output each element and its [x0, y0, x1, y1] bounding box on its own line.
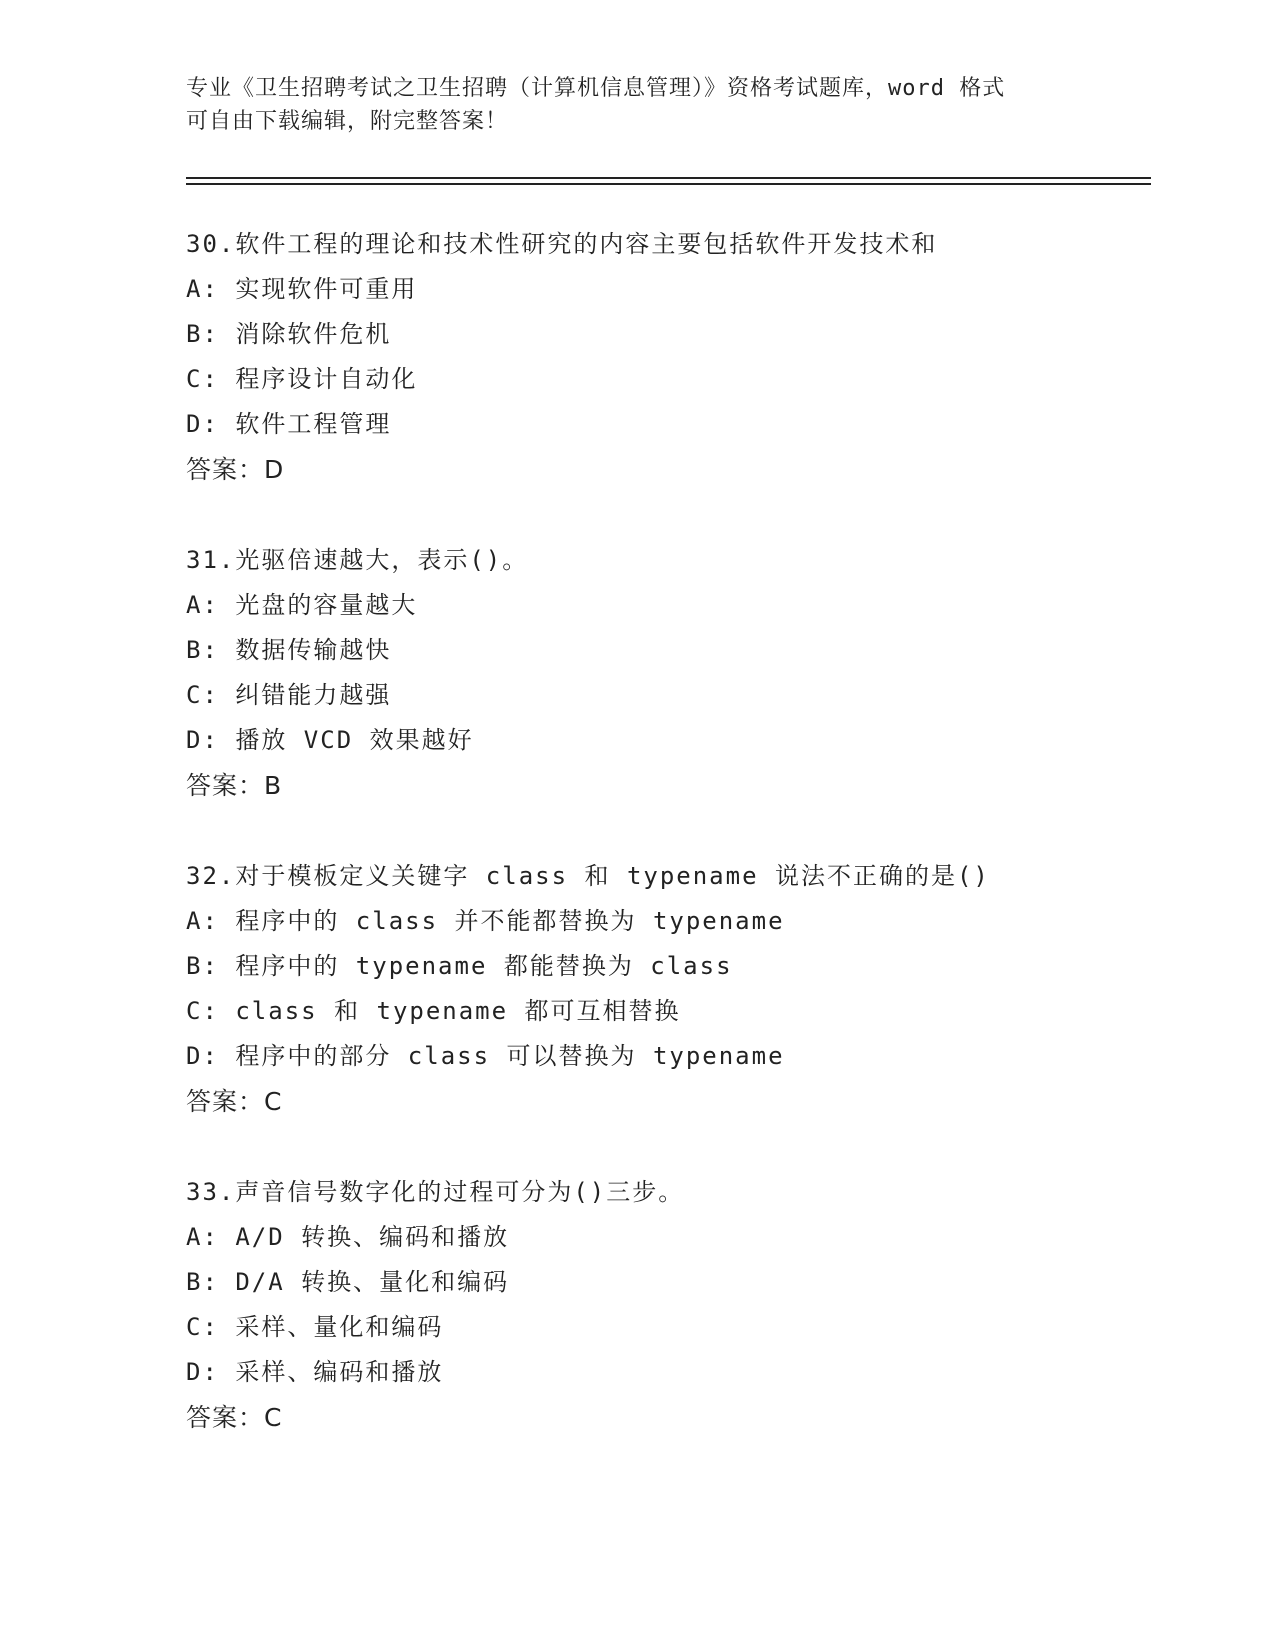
question-stem: 30.软件工程的理论和技术性研究的内容主要包括软件开发技术和 [186, 230, 938, 258]
option-d: D: 软件工程管理 [186, 410, 392, 438]
option-d: D: 采样、编码和播放 [186, 1358, 444, 1386]
answer: 答案：C [186, 1403, 283, 1432]
question-32 [186, 854, 1126, 1124]
header-line-1: 专业《卫生招聘考试之卫生招聘（计算机信息管理）》资格考试题库，word 格式 [186, 76, 1006, 101]
question-33 [186, 1170, 1126, 1440]
option-a: A: 光盘的容量越大 [186, 591, 418, 619]
option-a: A: 程序中的 class 并不能都替换为 typename [186, 907, 785, 935]
header-divider-top [186, 177, 1151, 179]
question-31 [186, 538, 1126, 808]
question-stem: 31.光驱倍速越大，表示()。 [186, 546, 529, 574]
answer: 答案：D [186, 455, 285, 484]
option-b: B: 数据传输越快 [186, 636, 392, 664]
option-b: B: 程序中的 typename 都能替换为 class [186, 952, 733, 980]
option-c: C: 纠错能力越强 [186, 681, 392, 709]
answer: 答案：C [186, 1087, 283, 1116]
answer: 答案：B [186, 771, 283, 800]
question-30 [186, 222, 1126, 492]
option-d: D: 程序中的部分 class 可以替换为 typename [186, 1042, 785, 1070]
question-stem: 32.对于模板定义关键字 class 和 typename 说法不正确的是() [186, 862, 990, 890]
option-c: C: class 和 typename 都可互相替换 [186, 997, 681, 1025]
option-d: D: 播放 VCD 效果越好 [186, 726, 474, 754]
option-a: A: A/D 转换、编码和播放 [186, 1223, 510, 1251]
question-stem: 33.声音信号数字化的过程可分为()三步。 [186, 1178, 685, 1206]
option-b: B: 消除软件危机 [186, 320, 392, 348]
header-line-2: 可自由下载编辑，附完整答案！ [186, 109, 509, 134]
document-header [186, 72, 1066, 138]
header-divider-bottom [186, 183, 1151, 185]
option-c: C: 程序设计自动化 [186, 365, 418, 393]
option-b: B: D/A 转换、量化和编码 [186, 1268, 510, 1296]
option-c: C: 采样、量化和编码 [186, 1313, 444, 1341]
option-a: A: 实现软件可重用 [186, 275, 418, 303]
